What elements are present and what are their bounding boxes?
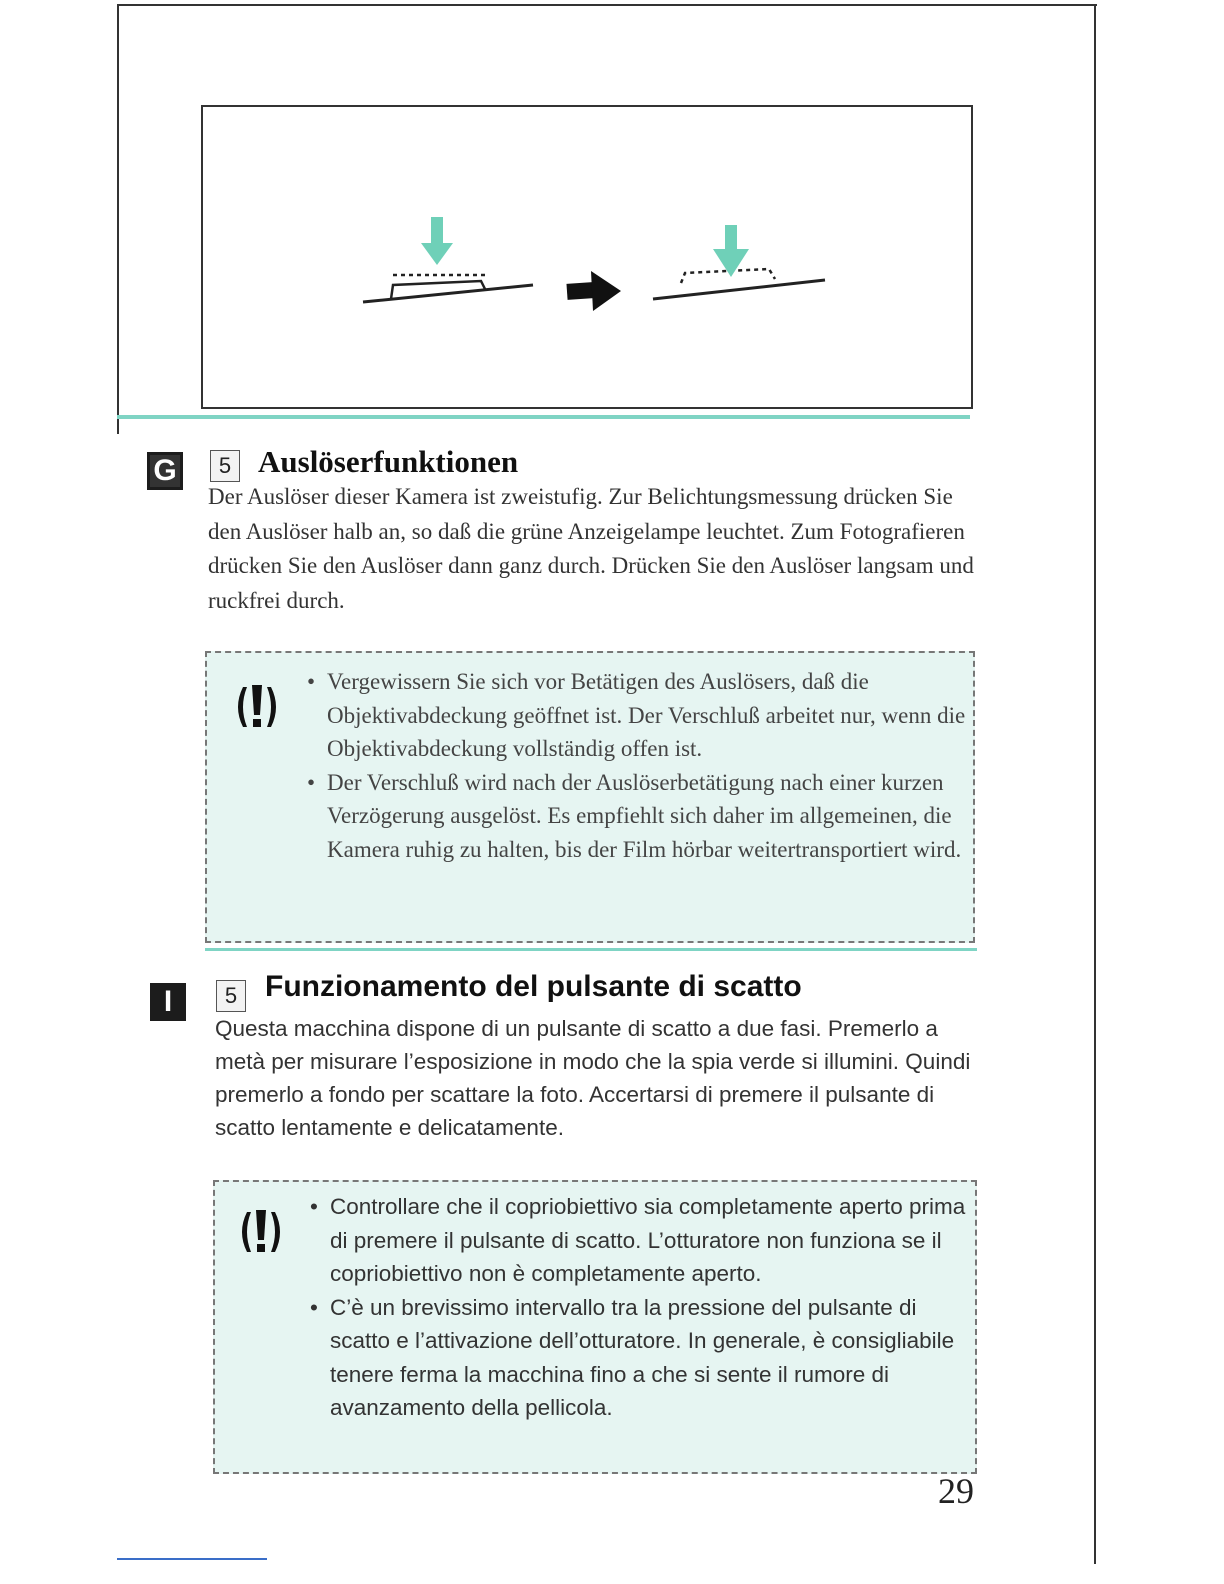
page-border-left xyxy=(117,4,119,434)
shutter-illustration xyxy=(201,105,973,409)
section-title-italian: Funzionamento del pulsante di scatto xyxy=(265,970,802,1003)
page-border-top xyxy=(117,4,1097,6)
caution-list-italian xyxy=(310,1190,975,1425)
section-title-german: Auslöserfunktionen xyxy=(258,444,519,479)
camera-top-line-left xyxy=(363,285,533,302)
section-body-italian: Questa macchina dispone di un pulsante di scatto a due fasi. Premerlo a metà per misurare l’esposizione in modo che la spia verde si illumini. Quindi premerlo a fondo per scattare la foto. Accertarsi di premere il pulsante di scatto lentamente e delicatamente. xyxy=(215,1016,971,1140)
caution-box-german xyxy=(205,651,975,943)
section-body-german: Der Auslöser dieser Kamera ist zweistufig. Zur Belichtungsmessung drücken Sie den Auslöser halb an, so daß die grüne Anzeigelampe leuchtet. Zum Fotografieren drücken Sie den Auslöser dann ganz durch. Drücken Sie den Auslöser langsam und ruckfrei durch. xyxy=(208,484,974,613)
caution-item: • Der Verschluß wird nach der Auslöserbetätigung nach einer kurzen Verzögerung ausgelöst. Es empfiehlt sich daher im allgemeinen, die Kamera ruhig zu halten, bis der Film hörbar weitertransportiert wird. xyxy=(307,766,967,867)
right-arrow-icon xyxy=(566,271,621,311)
caution-icon xyxy=(235,1204,287,1260)
shutter-diagram xyxy=(203,107,971,407)
half-press-stage xyxy=(363,217,533,302)
caution-item: • C’è un brevissimo intervallo tra la pressione del pulsante di scatto e l’attivazione dell’otturatore. In generale, è consigliabile tenere ferma la macchina fino a che si sente il rumore di avanzamento della pellicola. xyxy=(310,1291,975,1425)
caution-item: • Controllare che il copriobiettivo sia completamente aperto prima di premere il pulsante di scatto. L’otturatore non funziona se il copriobiettivo non è completamente aperto. xyxy=(310,1190,975,1291)
caution-box-italian xyxy=(213,1180,977,1474)
camera-top-line-right xyxy=(653,280,825,299)
language-badge-german: G xyxy=(147,452,183,490)
full-press-stage xyxy=(653,225,825,299)
step-number-italian: 5 xyxy=(216,980,246,1012)
bottom-edge-line xyxy=(117,1558,267,1560)
section-divider-top xyxy=(117,415,970,419)
page-number: 29 xyxy=(938,1471,974,1511)
page-border-right xyxy=(1094,4,1096,1564)
language-badge-italian: I xyxy=(150,983,186,1021)
down-arrow-icon xyxy=(713,225,749,277)
caution-list-german xyxy=(307,665,967,866)
caution-item: • Vergewissern Sie sich vor Betätigen des Auslösers, daß die Objektivabdeckung geöffnet ist. Der Verschluß arbeitet nur, wenn die Objektivabdeckung vollständig offen ist. xyxy=(307,665,967,766)
down-arrow-icon xyxy=(421,217,453,265)
section-divider-middle xyxy=(205,948,977,951)
caution-icon xyxy=(231,679,283,735)
step-number-german: 5 xyxy=(210,450,240,482)
